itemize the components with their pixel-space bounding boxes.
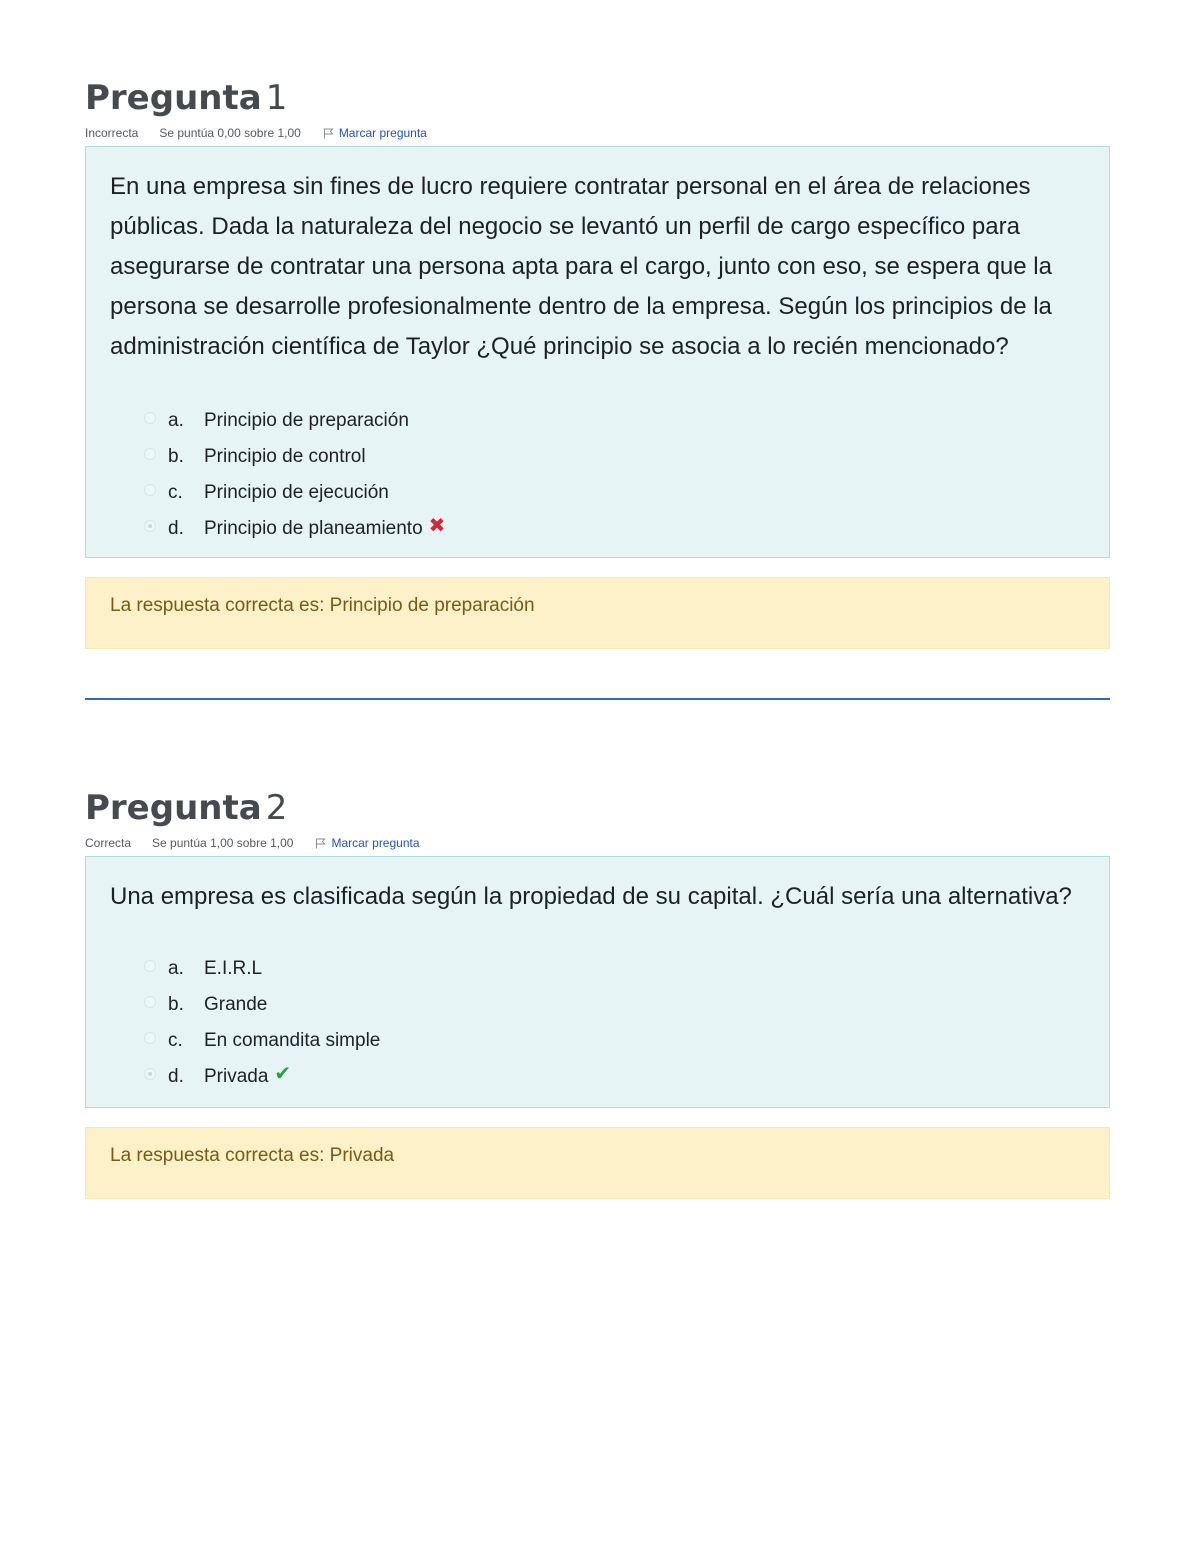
answer-option-b[interactable] bbox=[144, 439, 1085, 475]
answer-letter: c. bbox=[168, 1030, 183, 1051]
flag-icon bbox=[315, 838, 326, 849]
answer-list bbox=[110, 403, 1085, 547]
answer-radio[interactable] bbox=[144, 960, 156, 972]
answer-radio[interactable] bbox=[144, 996, 156, 1008]
answer-option-c[interactable] bbox=[144, 475, 1085, 511]
answer-radio[interactable] bbox=[144, 1032, 156, 1044]
answer-option-d[interactable] bbox=[144, 511, 1085, 547]
question-state: Correcta bbox=[85, 836, 132, 850]
question-title bbox=[85, 78, 1110, 118]
answer-option-c[interactable] bbox=[144, 1023, 1085, 1059]
feedback-text: La respuesta correcta es: Privada bbox=[110, 1145, 395, 1166]
question-number: 1 bbox=[265, 78, 288, 118]
question-grade: Se puntúa 1,00 sobre 1,00 bbox=[152, 836, 294, 850]
answer-list bbox=[110, 951, 1085, 1095]
question-separator bbox=[85, 698, 1110, 700]
answer-letter: d. bbox=[168, 1066, 184, 1087]
answer-letter: d. bbox=[168, 518, 184, 539]
question-title-word: Pregunta bbox=[85, 788, 262, 828]
answer-letter: b. bbox=[168, 994, 184, 1015]
question-content bbox=[85, 856, 1110, 1108]
answer-label: Privada bbox=[204, 1066, 269, 1087]
answer-letter: a. bbox=[168, 958, 184, 979]
answer-letter: c. bbox=[168, 482, 183, 503]
answer-label: Grande bbox=[204, 994, 268, 1015]
flag-question-label: Marcar pregunta bbox=[338, 126, 427, 140]
answer-label: Principio de preparación bbox=[204, 410, 409, 431]
answer-option-a[interactable] bbox=[144, 403, 1085, 439]
incorrect-icon: ✖ bbox=[428, 514, 446, 537]
answer-letter: a. bbox=[168, 410, 184, 431]
flag-question-label: Marcar pregunta bbox=[331, 836, 420, 850]
flag-icon bbox=[323, 128, 334, 139]
answer-label: En comandita simple bbox=[204, 1030, 381, 1051]
answer-label: Principio de ejecución bbox=[204, 482, 389, 503]
flag-question-link[interactable] bbox=[323, 125, 427, 141]
answer-radio-selected[interactable] bbox=[144, 1068, 156, 1080]
answer-option-d[interactable] bbox=[144, 1059, 1085, 1095]
question-1 bbox=[85, 78, 1110, 649]
answer-radio[interactable] bbox=[144, 484, 156, 496]
question-info bbox=[85, 125, 1110, 141]
question-info bbox=[85, 835, 1110, 851]
answer-radio[interactable] bbox=[144, 412, 156, 424]
correct-check-icon: ✔ bbox=[274, 1062, 292, 1085]
question-title bbox=[85, 788, 1110, 828]
answer-label: E.I.R.L bbox=[204, 958, 263, 979]
feedback-text: La respuesta correcta es: Principio de preparación bbox=[110, 595, 535, 616]
question-title-word: Pregunta bbox=[85, 78, 262, 118]
question-text: En una empresa sin fines de lucro requiere contratar personal en el área de relaciones públicas. Dada la naturaleza del negocio se levantó un perfil de cargo específico para asegurarse de contratar una persona apta para el cargo, junto con eso, se espera que la persona se desarrolle profesionalmente dentro de la empresa. Según los principios de la administración científica de Taylor ¿Qué principio se asocia a lo recién mencionado? bbox=[110, 173, 1052, 360]
question-grade: Se puntúa 0,00 sobre 1,00 bbox=[159, 126, 301, 140]
question-number: 2 bbox=[265, 788, 288, 828]
correct-answer-feedback bbox=[85, 577, 1110, 649]
correct-answer-feedback bbox=[85, 1127, 1110, 1199]
answer-label: Principio de planeamiento bbox=[204, 518, 423, 539]
answer-letter: b. bbox=[168, 446, 184, 467]
answer-radio-selected[interactable] bbox=[144, 520, 156, 532]
question-2 bbox=[85, 788, 1110, 1199]
question-text: Una empresa es clasificada según la propiedad de su capital. ¿Cuál sería una alternativa? bbox=[110, 883, 1072, 910]
answer-radio[interactable] bbox=[144, 448, 156, 460]
question-state: Incorrecta bbox=[85, 126, 139, 140]
flag-question-link[interactable] bbox=[315, 835, 419, 851]
question-content bbox=[85, 146, 1110, 558]
answer-label: Principio de control bbox=[204, 446, 366, 467]
answer-option-b[interactable] bbox=[144, 987, 1085, 1023]
answer-option-a[interactable] bbox=[144, 951, 1085, 987]
